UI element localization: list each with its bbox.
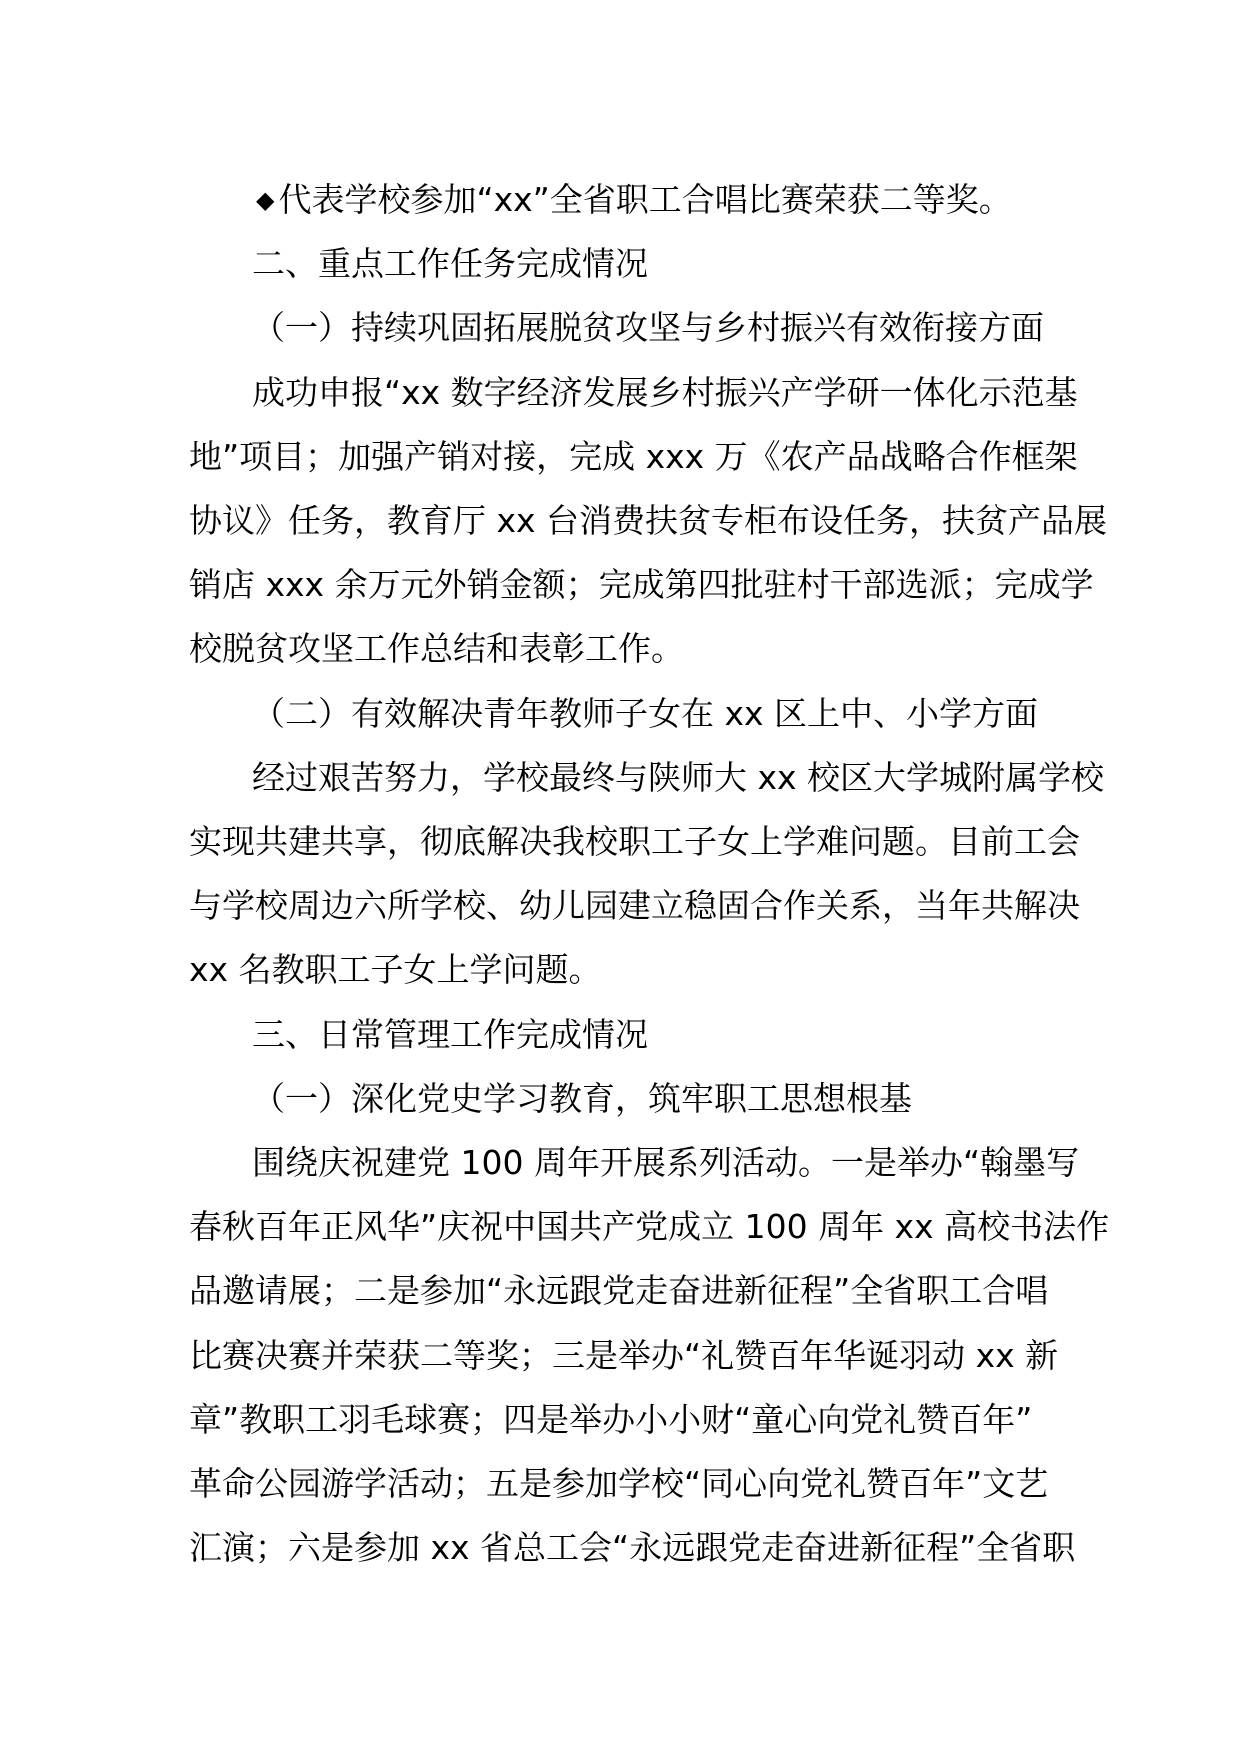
subsection-heading-2-2: （二）有效解决青年教师子女在 xx 区上中、小学方面 (252, 694, 1039, 733)
subsection-heading-3-1: （一）深化党史学习教育，筑牢职工思想根基 (252, 1079, 912, 1118)
subsection-heading-2-1: （一）持续巩固拓展脱贫攻坚与乡村振兴有效衔接方面 (252, 308, 1044, 347)
paragraph-line: 成功申报“xx 数字经济发展乡村振兴产学研一体化示范基 (252, 373, 1078, 412)
paragraph-line: 协议》任务，教育厅 xx 台消费扶贫专柜布设任务，扶贫产品展 (189, 501, 1108, 540)
paragraph-line: 围绕庆祝建党 100 周年开展系列活动。一是举办“翰墨写 (252, 1143, 1080, 1182)
award-text: 代表学校参加“xx”全省职工合唱比赛荣获二等奖。 (278, 180, 1012, 219)
paragraph-line: xx 名教职工子女上学问题。 (189, 950, 602, 989)
diamond-bullet-icon: ◆ (256, 186, 275, 214)
paragraph-line: 校脱贫攻坚工作总结和表彰工作。 (189, 629, 684, 668)
section-heading-2: 二、重点工作任务完成情况 (252, 244, 648, 283)
award-bullet-item (256, 180, 1136, 220)
paragraph-line: 实现共建共享，彻底解决我校职工子女上学难问题。目前工会 (189, 822, 1080, 861)
paragraph-line: 比赛决赛并荣获二等奖；三是举办“礼赞百年华诞羽动 xx 新 (189, 1336, 1059, 1375)
paragraph-line: 销店 xxx 余万元外销金额；完成第四批驻村干部选派；完成学 (189, 565, 1094, 604)
paragraph-line: 地”项目；加强产销对接，完成 xxx 万《农产品战略合作框架 (189, 437, 1078, 476)
paragraph-line: 春秋百年正风华”庆祝中国共产党成立 100 周年 xx 高校书法作 (189, 1207, 1110, 1246)
paragraph-line: 经过艰苦努力，学校最终与陕师大 xx 校区大学城附属学校 (252, 758, 1105, 797)
paragraph-line: 革命公园游学活动；五是参加学校“同心向党礼赞百年”文艺 (189, 1464, 1049, 1503)
section-heading-3: 三、日常管理工作完成情况 (252, 1015, 648, 1054)
paragraph-line: 与学校周边六所学校、幼儿园建立稳固合作关系，当年共解决 (189, 886, 1080, 925)
paragraph-line: 汇演；六是参加 xx 省总工会“永远跟党走奋进新征程”全省职 (189, 1528, 1076, 1567)
paragraph-line: 章”教职工羽毛球赛；四是举办小小财“童心向党礼赞百年” (189, 1400, 1033, 1439)
paragraph-line: 品邀请展；二是参加“永远跟党走奋进新征程”全省职工合唱 (189, 1271, 1049, 1310)
